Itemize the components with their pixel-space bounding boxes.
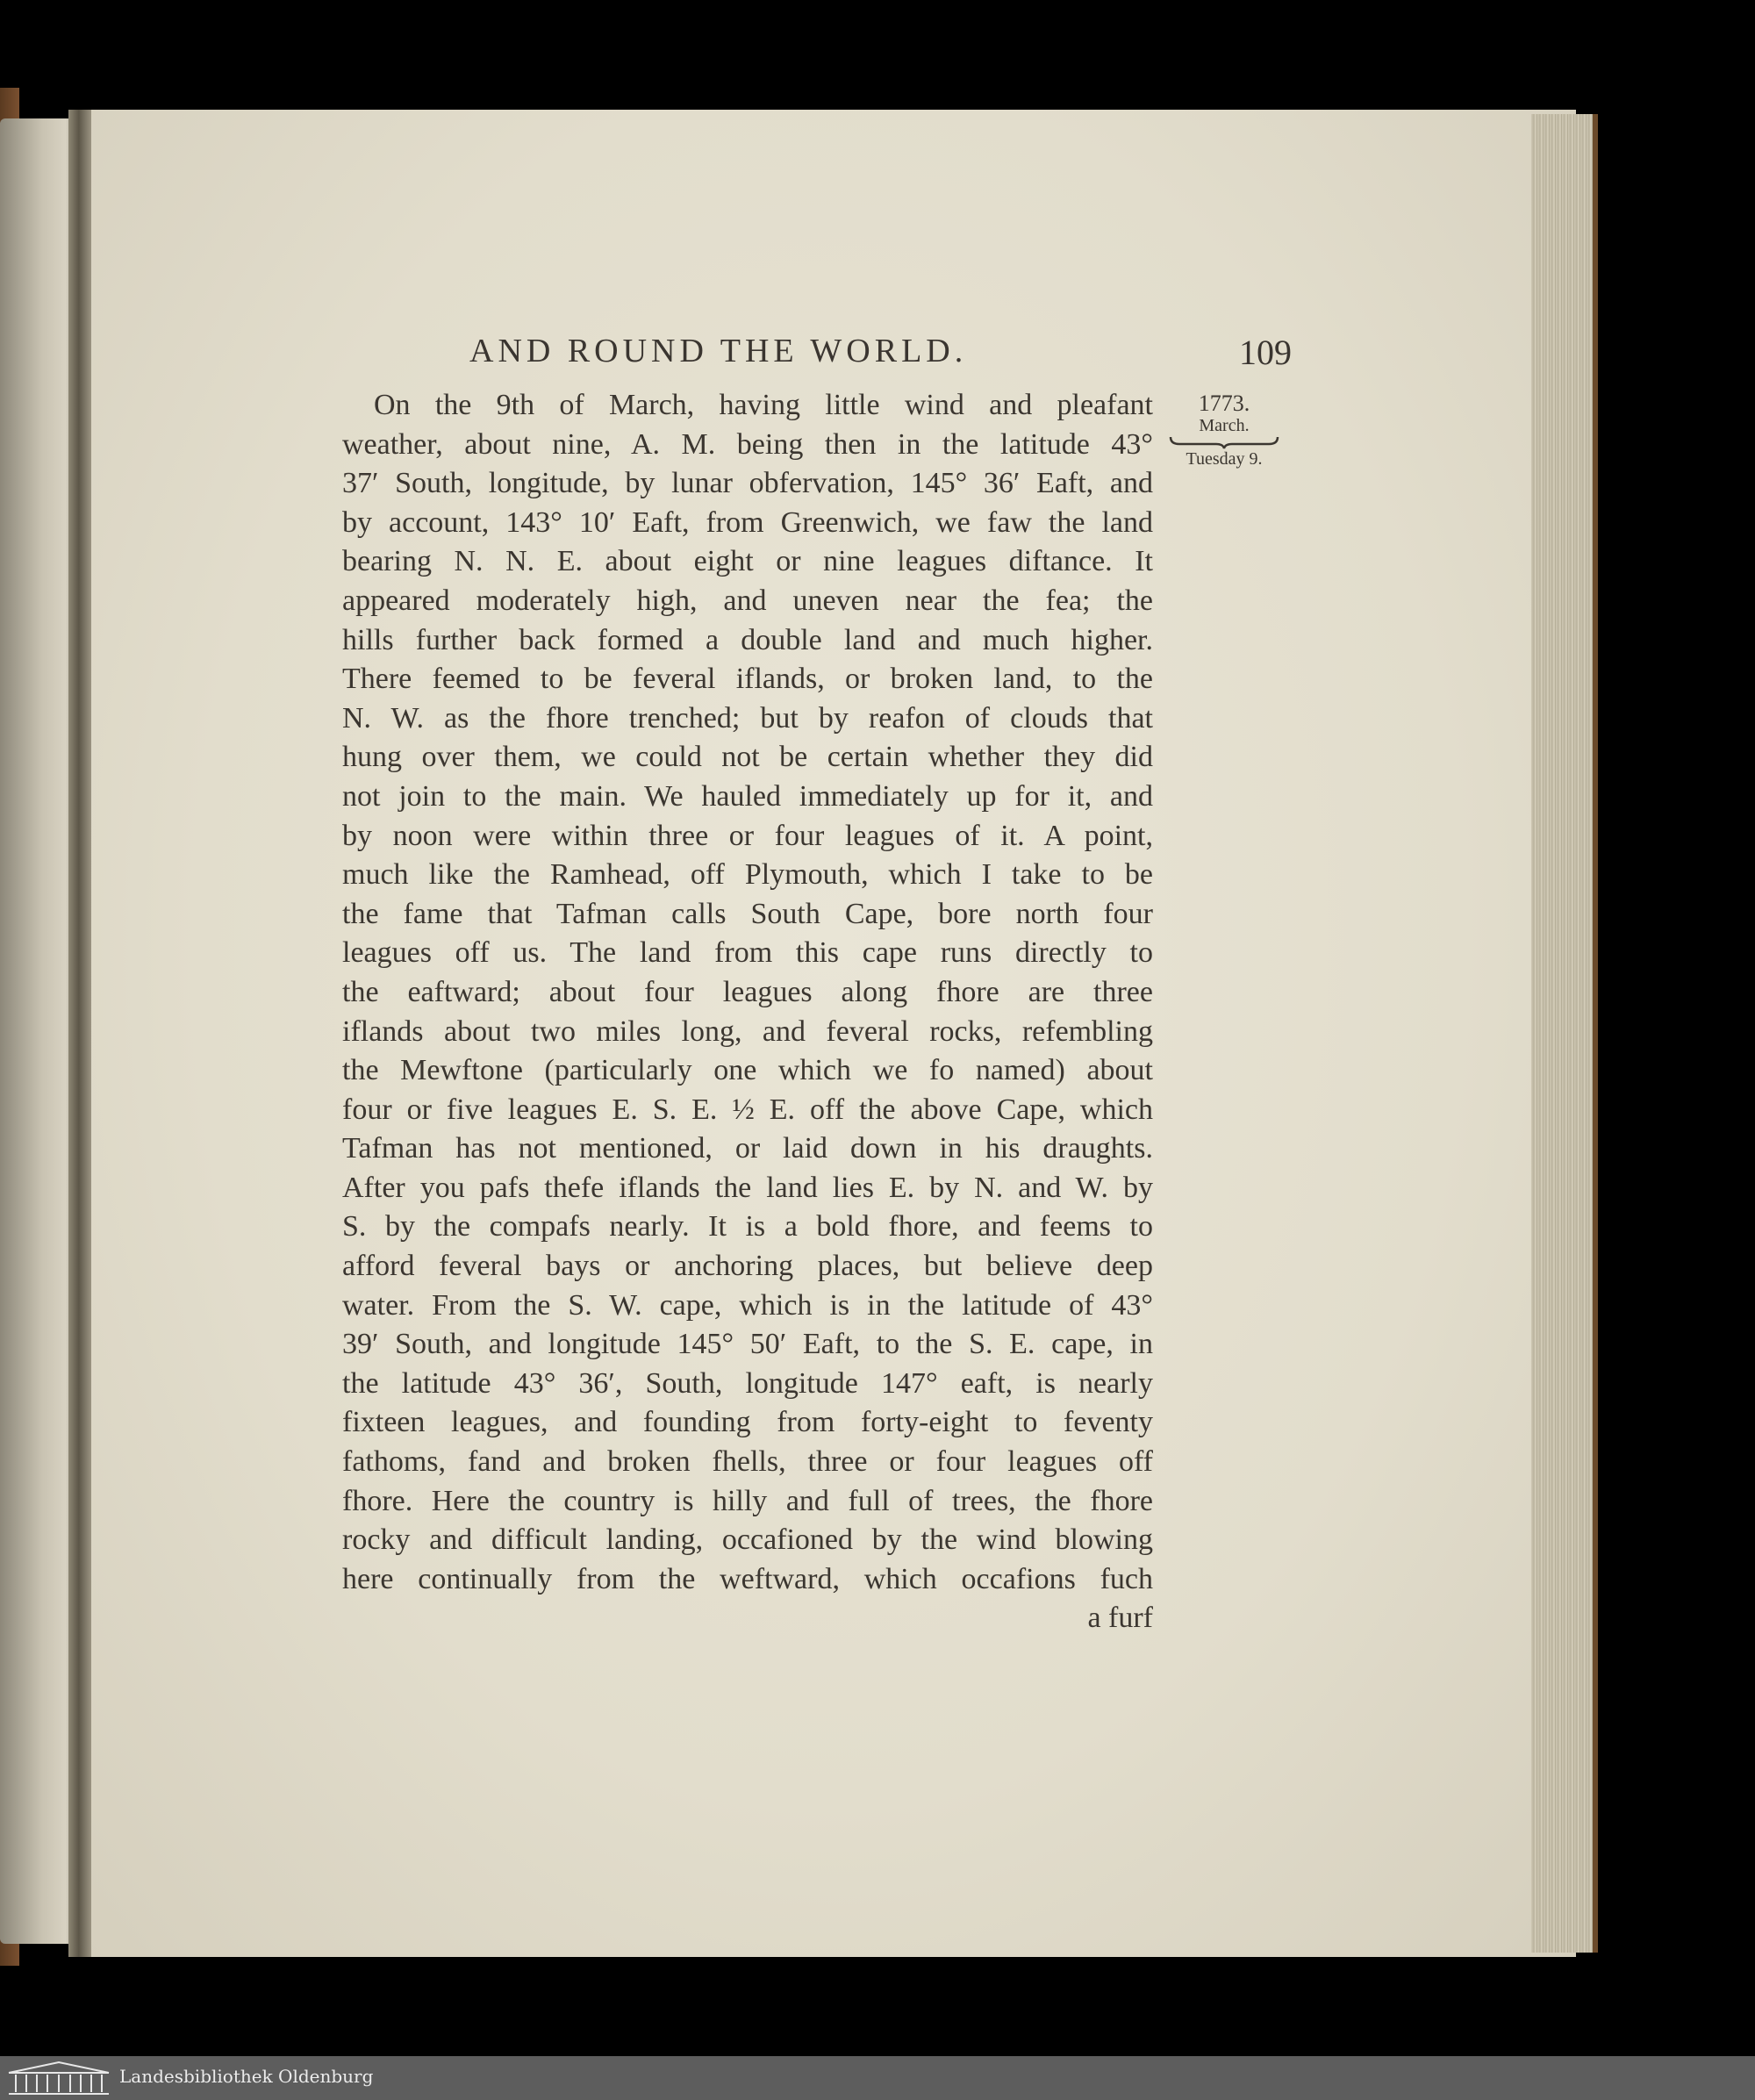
text-line: hung over them, we could not be certain whether they did	[342, 741, 1153, 774]
text-line: fixteen leagues, and founding from forty-eight to feventy	[342, 1406, 1153, 1439]
running-title: AND ROUND THE WORLD.	[469, 333, 968, 369]
text-line: Tafman has not mentioned, or laid down in his draughts.	[342, 1132, 1153, 1165]
text-line: afford feveral bays or anchoring places, but believe deep	[342, 1250, 1153, 1283]
text-line: by account, 143° 10′ Eaft, from Greenwich, we faw the land	[342, 505, 1153, 539]
margin-month: March.	[1199, 416, 1250, 435]
library-building-icon	[7, 2061, 111, 2096]
catchword: a furf	[1087, 1602, 1153, 1635]
margin-note	[1158, 391, 1290, 469]
text-line: On the 9th of March, having little wind and pleafant	[374, 389, 1153, 421]
text-line: After you pafs thefe iflands the land lies E. by N. and W. by	[342, 1171, 1153, 1204]
text-line: fhore. Here the country is hilly and full of trees, the fhore	[342, 1484, 1153, 1517]
brace-icon	[1167, 435, 1281, 449]
text-line: rocky and difficult landing, occafioned by the wind blowing	[342, 1523, 1153, 1557]
text-line: water. From the S. W. cape, which is in the latitude of 43°	[342, 1288, 1153, 1322]
text-line: iflands about two miles long, and feveral rocks, refembling	[342, 1014, 1153, 1048]
margin-year: 1773.	[1198, 391, 1250, 416]
library-name: Landesbibliothek Oldenburg	[119, 2066, 374, 2087]
library-footer-bar	[0, 2056, 1755, 2100]
text-line: 37′ South, longitude, by lunar obfervation, 145° 36′ Eaft, and	[342, 467, 1153, 500]
text-line: There feemed to be feveral iflands, or broken land, to the	[342, 663, 1153, 696]
text-line: hills further back formed a double land and much higher.	[342, 623, 1153, 656]
left-page-edge	[0, 118, 77, 1944]
text-line: much like the Ramhead, off Plymouth, which I take to be	[342, 858, 1153, 892]
text-line: fathoms, fand and broken fhells, three or four leagues off	[342, 1445, 1153, 1479]
text-line: the fame that Tafman calls South Cape, bore north four	[342, 897, 1153, 930]
text-line: by noon were within three or four leagues of it. A point,	[342, 819, 1153, 852]
text-line: 39′ South, and longitude 145° 50′ Eaft, to the S. E. cape, in	[342, 1328, 1153, 1361]
text-line: N. W. as the fhore trenched; but by reafon of clouds that	[342, 701, 1153, 735]
text-line: leagues off us. The land from this cape runs directly to	[342, 936, 1153, 970]
text-line: here continually from the weftward, which occafions fuch	[342, 1562, 1153, 1595]
page-block-edges	[1531, 114, 1598, 1953]
text-line: weather, about nine, A. M. being then in the latitude 43°	[342, 427, 1153, 461]
text-line: not join to the main. We hauled immediately up for it, and	[342, 779, 1153, 813]
text-line: the Mewftone (particularly one which we fo named) about	[342, 1054, 1153, 1087]
page-number: 109	[1239, 333, 1292, 372]
text-line: appeared moderately high, and uneven near the fea; the	[342, 584, 1153, 617]
text-line: four or five leagues E. S. E. ½ E. off the above Cape, which	[342, 1093, 1153, 1126]
text-line: bearing N. N. E. about eight or nine leagues diftance. It	[342, 545, 1153, 578]
text-line: the eaftward; about four leagues along fhore are three	[342, 975, 1153, 1008]
margin-day: Tuesday 9.	[1186, 449, 1263, 469]
body-text	[342, 386, 1153, 1638]
book-gutter	[68, 110, 91, 1957]
text-line: the latitude 43° 36′, South, longitude 147° eaft, is nearly	[342, 1366, 1153, 1400]
text-line: S. by the compafs nearly. It is a bold fhore, and feems to	[342, 1210, 1153, 1244]
